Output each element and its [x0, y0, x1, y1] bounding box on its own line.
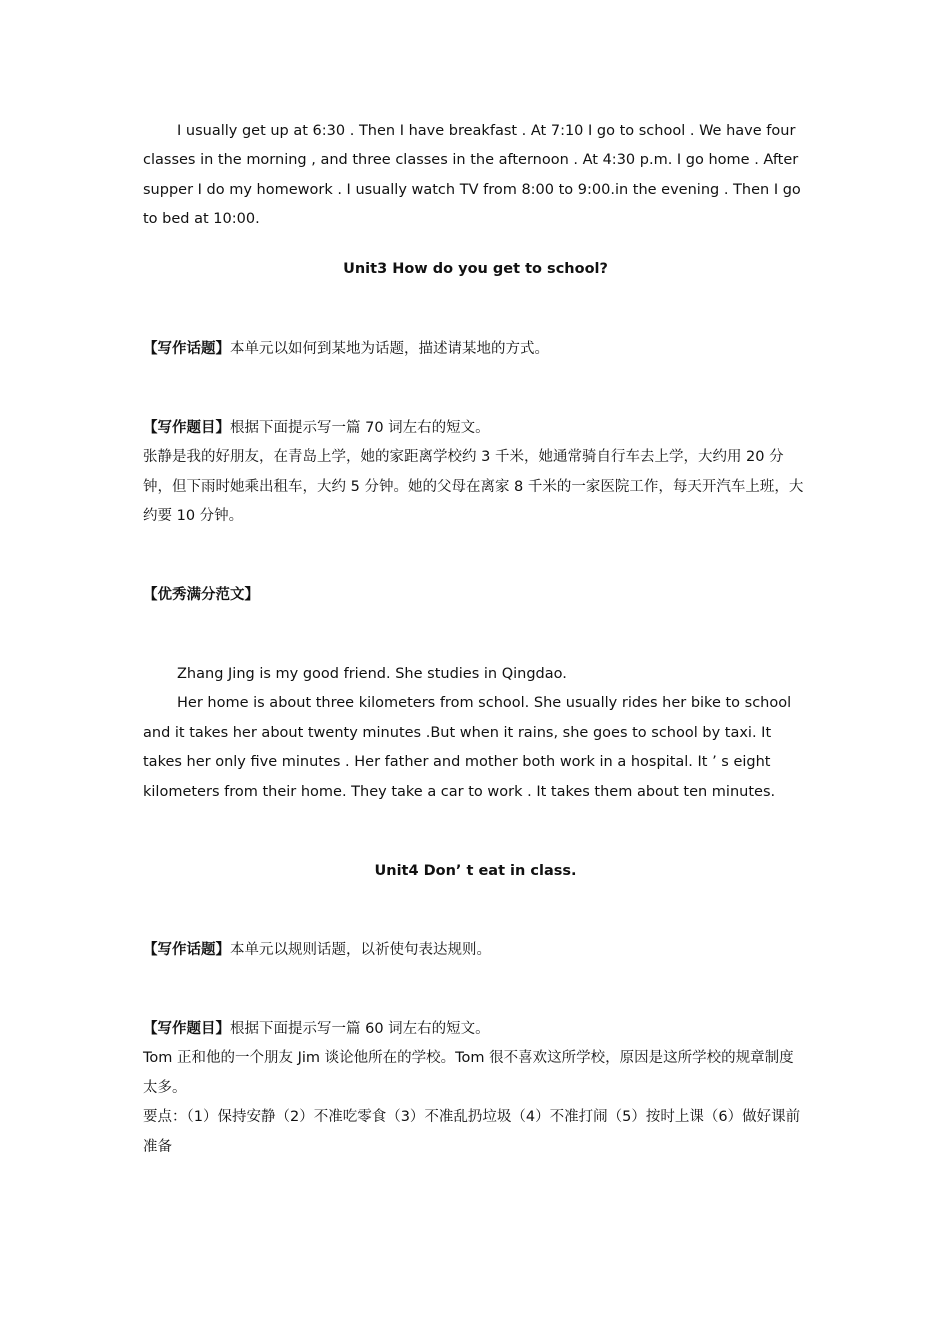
unit3-model-essay — [143, 660, 808, 807]
unit4-topic-label: 【写作话题】 — [143, 942, 230, 958]
unit3-task — [143, 414, 808, 532]
unit3-topic — [143, 335, 808, 364]
unit4-task-points: 要点：（1）保持安静（2）不准吃零食（3）不准乱扔垃圾（4）不准打闹（5）按时上课（6）做好课前准备 — [143, 1109, 801, 1155]
unit3-task-text: 根据下面提示写一篇 70 词左右的短文。 — [230, 420, 490, 436]
unit3-title: Unit3 How do you get to school? — [343, 261, 608, 277]
unit3-task-body: 张静是我的好朋友，在青岛上学，她的家距离学校约 3 千米，她通常骑自行车去上学，大约用 20 分钟，但下雨时她乘出租车，大约 5 分钟。她的父母在离家 8 千米的一家医院工作，每天开汽车上班，大约要 10 分钟。 — [143, 449, 804, 525]
unit4-topic — [143, 936, 808, 965]
unit3-task-label: 【写作题目】 — [143, 420, 230, 436]
unit3-model-label: 【优秀满分范文】 — [143, 587, 259, 603]
unit3-topic-text: 本单元以如何到某地为话题，描述请某地的方式。 — [230, 341, 549, 357]
unit4-task — [143, 1015, 808, 1162]
unit4-title: Unit4 Don’ t eat in class. — [374, 863, 577, 879]
unit4-task-label: 【写作题目】 — [143, 1021, 230, 1037]
unit2-essay — [143, 117, 808, 235]
unit4-task-body: Tom 正和他的一个朋友 Jim 谈论他所在的学校。Tom 很不喜欢这所学校，原因是这所学校的规章制度太多。 — [143, 1050, 794, 1096]
unit3-topic-label: 【写作话题】 — [143, 341, 230, 357]
unit3-model-paragraph-2: Her home is about three kilometers from school. She usually rides her bike to school and it takes her about twenty minutes .But when it rains, she goes to school by taxi. It takes her only five minutes . Her father and mother both work in a hospital. It ’ s eight kilometers from their home. They take a car to work . It takes them about ten minutes. — [143, 695, 792, 800]
unit3-model-label-block — [143, 581, 808, 610]
unit3-model-paragraph-1: Zhang Jing is my good friend. She studies in Qingdao. — [177, 666, 567, 682]
unit2-essay-paragraph: I usually get up at 6:30 . Then I have breakfast . At 7:10 I go to school . We have four classes in the morning , and three classes in the afternoon . At 4:30 p.m. I go home . After supper I do my homework . I usually watch TV from 8:00 to 9:00.in the evening . Then I go to bed at 10:00. — [143, 123, 801, 228]
unit4-task-text: 根据下面提示写一篇 60 词左右的短文。 — [230, 1021, 490, 1037]
unit4-topic-text: 本单元以规则话题，以祈使句表达规则。 — [230, 942, 491, 958]
